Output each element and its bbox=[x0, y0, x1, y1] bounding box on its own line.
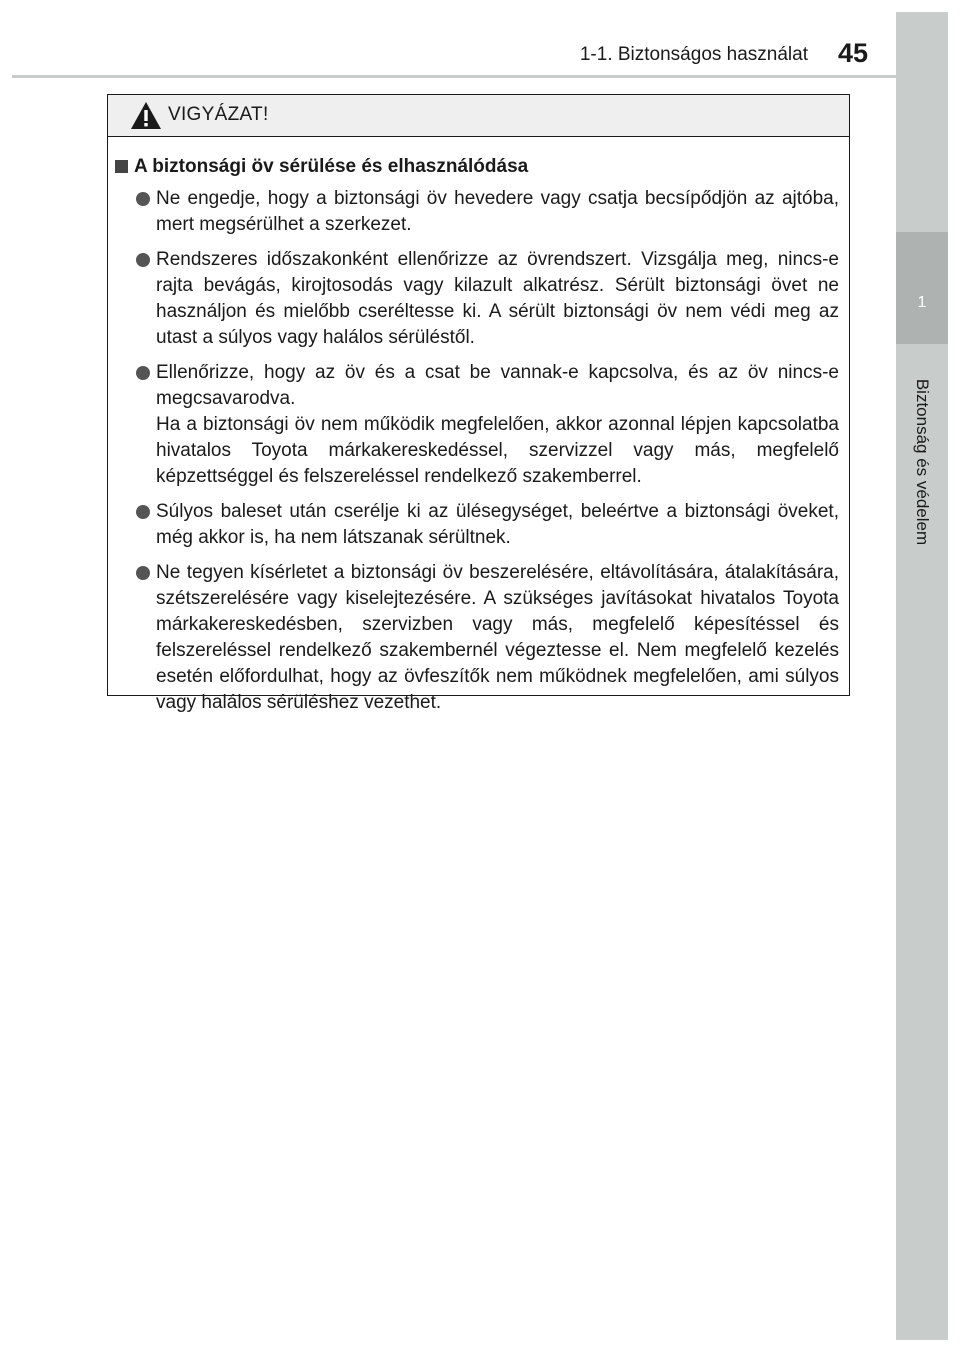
round-bullet-icon bbox=[136, 253, 150, 267]
topic-heading bbox=[112, 154, 839, 180]
round-bullet-icon bbox=[136, 366, 150, 380]
caution-header bbox=[108, 95, 849, 137]
square-bullet-icon bbox=[115, 160, 128, 173]
list-item-text: Ellenőrizze, hogy az öv és a csat be vannak-e kapcsolva, és az öv nincs-e megcsavarodva. bbox=[156, 362, 839, 409]
list-item-text: Rendszeres időszakonként ellenőrizze az övrendszert. Vizsgálja meg, nincs-e rajta bevágás, kirojtosodás vagy kilazult alkatrész. Sérült biztonsági övet ne használjon és mielőbb cseréltesse ki. A sérült biztonsági öv nem védi meg az utast a súlyos vagy halálos sérüléstől. bbox=[156, 249, 839, 348]
list-item bbox=[112, 560, 839, 716]
list-item-text: Ne tegyen kísérletet a biztonsági öv beszerelésére, eltávolítására, átalakítására, szétszerelésére vagy kiselejtezésére. A szükséges javításokat hivatalos Toyota márkakereskedésben, szervizben vagy más, megfelelő képesítéssel és felszereléssel rendelkező szakembernél végeztesse el. Nem megfelelő kezelés esetén előfordulhat, hogy az övfeszítők nem működnek megfelelően, ami súlyos vagy halálos sérüléshez vezethet. bbox=[156, 562, 839, 713]
chapter-number-box bbox=[896, 232, 948, 344]
caution-box bbox=[107, 94, 850, 713]
page-number: 45 bbox=[837, 38, 869, 68]
chapter-number: 1 bbox=[917, 294, 927, 311]
caution-label: VIGYÁZAT! bbox=[168, 104, 269, 125]
header-rule bbox=[12, 75, 947, 78]
list-item-text: Ne engedje, hogy a biztonsági öv hevedere vagy csatja becsípődjön az ajtóba, mert megsérülhet a szerkezet. bbox=[156, 188, 839, 235]
round-bullet-icon bbox=[136, 192, 150, 206]
caution-body bbox=[108, 137, 849, 716]
warning-triangle-icon bbox=[130, 101, 162, 130]
list-item bbox=[112, 247, 839, 351]
chapter-title: Biztonság és védelem bbox=[913, 378, 932, 546]
section-title: 1-1. Biztonságos használat bbox=[579, 44, 808, 65]
list-item-text: Ha a biztonsági öv nem működik megfelelően, akkor azonnal lépjen kapcsolatba hivatalos Toyota márkakereskedéssel, szervizzel vagy más, megfelelő képzettséggel és felszereléssel rendelkező szakemberrel. bbox=[156, 414, 839, 487]
chapter-side-tab bbox=[896, 12, 948, 1340]
caution-items bbox=[112, 186, 839, 716]
topic-heading-text: A biztonsági öv sérülése és elhasználódása bbox=[134, 156, 529, 177]
round-bullet-icon bbox=[136, 505, 150, 519]
list-item bbox=[112, 360, 839, 490]
round-bullet-icon bbox=[136, 566, 150, 580]
list-item bbox=[112, 499, 839, 551]
list-item bbox=[112, 186, 839, 238]
list-item-text: Súlyos baleset után cserélje ki az ülésegységet, beleértve a biztonsági öveket, még akkor is, ha nem látszanak sérültnek. bbox=[156, 501, 839, 548]
